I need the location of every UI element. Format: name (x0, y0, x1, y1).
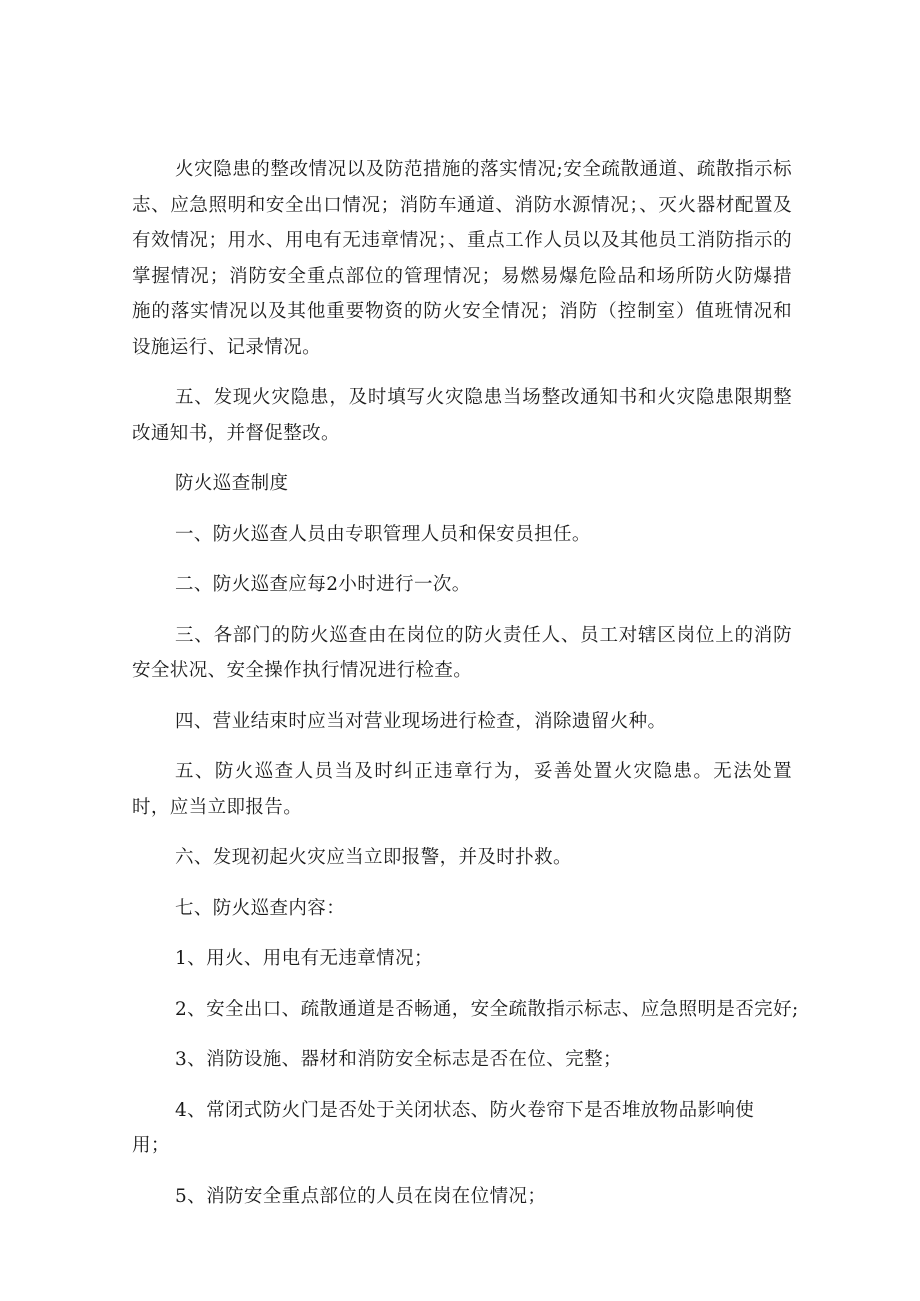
paragraph-rule-4: 四、营业结束时应当对营业现场进行检查，消除遗留火种。 (175, 710, 667, 732)
paragraph-rule-2: 二、防火巡查应每2小时进行一次。 (175, 574, 471, 595)
paragraph-rule-1: 一、防火巡查人员由专职管理人员和保安员担任。 (175, 523, 591, 545)
list-item-3: 3、消防设施、器材和消防安全标志是否在位、完整； (175, 1049, 622, 1070)
paragraph-rule-6: 六、发现初起火灾应当立即报警，并及时扑救。 (175, 847, 572, 868)
list-item-4: 4、常闭式防火门是否处于关闭状态、防火卷帘下是否堆放物品影响使 (175, 1099, 755, 1121)
paragraph-rule-7: 七、防火巡查内容： (175, 897, 346, 919)
document-body (132, 152, 799, 1229)
list-item-4-continuation: 用； (132, 1135, 170, 1156)
paragraph-rule-3: 三、各部门的防火巡查由在岗位的防火责任人、员工对辖区岗位上的消防安全状况、安全操作执行情况进行检查。 (132, 624, 792, 681)
list-item-1: 1、用火、用电有无违章情况； (175, 948, 433, 969)
list-item-2: 2、安全出口、疏散通道是否畅通，安全疏散指示标志、应急照明是否完好; (175, 998, 799, 1020)
section-heading: 防火巡查制度 (175, 473, 289, 494)
paragraph-inspection-summary: 火灾隐患的整改情况以及防范措施的落实情况;安全疏散通道、疏散指示标志、应急照明和安全出口情况；消防车通道、消防水源情况；、灭火器材配置及有效情况；用水、用电有无违章情况；、重点工作人员以及其他员工消防指示的掌握情况；消防安全重点部位的管理情况；易燃易爆危险品和场所防火防爆措施的落实情况以及其他重要物资的防火安全情况；消防（控制室）值班情况和设施运行、记录情况。 (132, 159, 792, 358)
paragraph-item-five-report: 五、发现火灾隐患，及时填写火灾隐患当场整改通知书和火灾隐患限期整改通知书，并督促整改。 (132, 387, 792, 444)
list-item-5: 5、消防安全重点部位的人员在岗在位情况； (175, 1185, 547, 1207)
paragraph-rule-5: 五、防火巡查人员当及时纠正违章行为，妥善处置火灾隐患。无法处置时，应当立即报告。 (132, 761, 792, 818)
